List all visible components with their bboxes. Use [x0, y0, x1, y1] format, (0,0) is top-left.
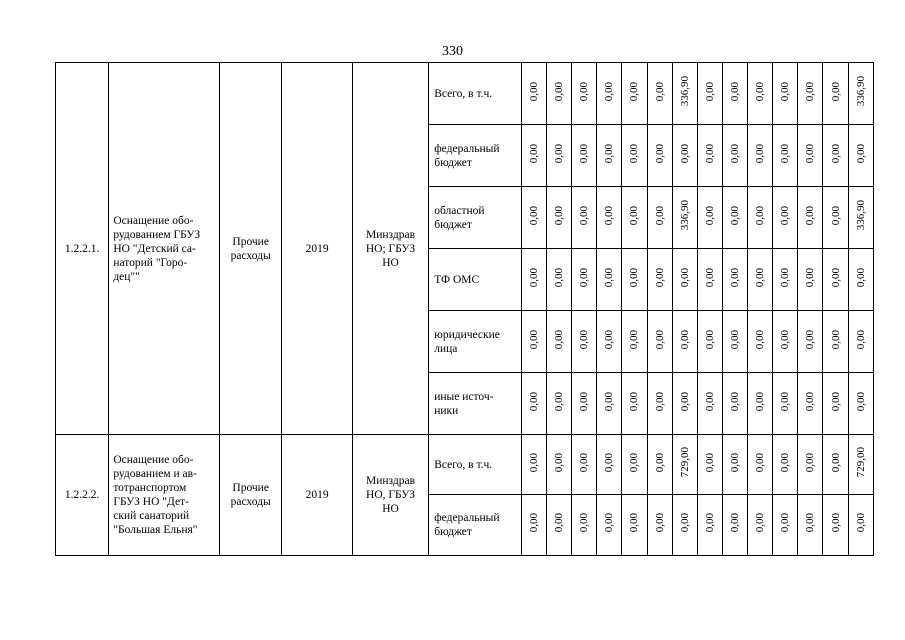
- funding-source: [429, 63, 522, 125]
- value-cell: [722, 373, 747, 435]
- value-cell: [748, 495, 773, 556]
- value-cell: [848, 249, 873, 311]
- value-cell: [722, 311, 747, 373]
- value-text: 0,00: [754, 143, 767, 164]
- funding-source-label: Всего, в т.ч.: [434, 87, 493, 100]
- expense-type-text: Прочие расходы: [230, 482, 271, 508]
- value-text: 0,00: [754, 329, 767, 350]
- value-cell: [572, 187, 597, 249]
- value-text: 0,00: [553, 143, 565, 164]
- value-cell: [697, 249, 722, 311]
- value-text: 0,00: [829, 143, 842, 164]
- value-cell: [546, 435, 571, 495]
- funding-source: [429, 373, 522, 435]
- value-text: 0,00: [703, 81, 716, 102]
- value-text: 0,00: [653, 205, 666, 226]
- value-text: 0,00: [779, 143, 792, 164]
- value-text: 0,00: [804, 143, 817, 164]
- value-text: 0,00: [527, 513, 540, 533]
- value-cell: [773, 311, 798, 373]
- value-text: 0,00: [603, 143, 616, 164]
- value-cell: [672, 373, 697, 435]
- value-text: 0,00: [527, 205, 540, 226]
- value-text: 0,00: [628, 329, 641, 350]
- value-cell: [773, 125, 798, 187]
- funding-source-label: иные источ- ники: [434, 390, 494, 417]
- value-text: 0,00: [754, 205, 767, 226]
- value-text: 0,00: [703, 205, 716, 226]
- value-text: 0,00: [779, 452, 792, 473]
- value-cell: [773, 495, 798, 556]
- value-text: 0,00: [779, 329, 792, 350]
- value-cell: [722, 125, 747, 187]
- value-cell: [798, 125, 823, 187]
- value-cell: [546, 373, 571, 435]
- value-text: 0,00: [628, 391, 641, 412]
- value-cell: [798, 63, 823, 125]
- value-text: 0,00: [804, 329, 817, 350]
- value-cell: [572, 249, 597, 311]
- value-text: 0,00: [628, 205, 641, 226]
- value-cell: [823, 373, 848, 435]
- measure-code: [56, 63, 109, 435]
- value-cell: [622, 125, 647, 187]
- value-cell: [748, 63, 773, 125]
- value-text: 0,00: [728, 513, 741, 533]
- value-cell: [546, 187, 571, 249]
- value-text: 0,00: [829, 205, 842, 226]
- value-text: 0,00: [678, 513, 691, 533]
- value-text: 0,00: [578, 267, 591, 288]
- value-cell: [798, 435, 823, 495]
- value-text: 0,00: [804, 205, 817, 226]
- value-cell: [622, 435, 647, 495]
- value-text: 0,00: [703, 513, 716, 533]
- value-text: 0,00: [804, 391, 817, 412]
- value-text: 0,00: [779, 391, 792, 412]
- value-cell: [722, 435, 747, 495]
- value-cell: [672, 125, 697, 187]
- value-cell: [722, 187, 747, 249]
- value-text: 0,00: [829, 391, 842, 412]
- value-text: 0,00: [527, 267, 540, 288]
- value-cell: [622, 249, 647, 311]
- value-text: 0,00: [653, 143, 666, 164]
- value-cell: [722, 63, 747, 125]
- value-cell: [521, 435, 546, 495]
- value-text: 0,00: [578, 329, 591, 350]
- value-cell: [823, 435, 848, 495]
- measure-executor-text: Минздрав НО; ГБУЗ НО: [365, 228, 416, 269]
- value-cell: [697, 435, 722, 495]
- value-cell: [521, 125, 546, 187]
- value-text: 0,00: [854, 329, 867, 350]
- value-cell: [521, 187, 546, 249]
- value-cell: [848, 311, 873, 373]
- value-text: 0,00: [754, 452, 767, 473]
- funding-source-label: областной бюджет: [434, 204, 485, 231]
- value-text: 0,00: [628, 81, 641, 102]
- value-text: 0,00: [804, 81, 817, 102]
- value-cell: [546, 495, 571, 556]
- value-text: 0,00: [553, 452, 565, 473]
- value-cell: [823, 495, 848, 556]
- value-text: 0,00: [553, 81, 565, 102]
- value-cell: [572, 311, 597, 373]
- measure-name-text: Оснащение обо- рудованием и ав- тотранспортом ГБУЗ НО "Дет- ский санаторий "Большая Ельня": [113, 454, 198, 536]
- value-cell: [597, 249, 622, 311]
- value-cell: [848, 63, 873, 125]
- value-cell: [572, 63, 597, 125]
- value-text: 0,00: [578, 452, 591, 473]
- value-cell: [622, 63, 647, 125]
- value-cell: [546, 311, 571, 373]
- value-cell: [748, 125, 773, 187]
- value-cell: [748, 187, 773, 249]
- measure-executor: [352, 63, 428, 435]
- value-text: 0,00: [804, 513, 817, 533]
- value-cell: [597, 187, 622, 249]
- value-text: 0,00: [779, 267, 792, 288]
- value-text: 0,00: [578, 143, 591, 164]
- value-text: 0,00: [578, 391, 591, 412]
- value-text: 0,00: [653, 267, 666, 288]
- measure-name: [109, 63, 220, 435]
- value-text: 0,00: [854, 513, 867, 533]
- value-text: 0,00: [578, 205, 591, 226]
- measure-code: [56, 435, 109, 556]
- value-cell: [773, 435, 798, 495]
- value-text: 0,00: [779, 513, 792, 533]
- value-text: 0,00: [728, 205, 741, 226]
- funding-source: [429, 435, 522, 495]
- value-cell: [697, 373, 722, 435]
- value-text: 0,00: [603, 267, 616, 288]
- value-text: 0,00: [653, 513, 666, 533]
- value-cell: [597, 63, 622, 125]
- value-text: 0,00: [754, 267, 767, 288]
- value-text: 0,00: [578, 513, 591, 533]
- value-text: 0,00: [603, 205, 616, 226]
- funding-source-label: Всего, в т.ч.: [434, 458, 493, 471]
- value-cell: [798, 311, 823, 373]
- value-text: 0,00: [754, 81, 767, 102]
- value-cell: [773, 187, 798, 249]
- value-cell: [672, 187, 697, 249]
- measure-name-text: Оснащение обо- рудованием ГБУЗ НО "Детский са- наторий "Горо- дец"": [113, 214, 201, 283]
- value-text: 0,00: [854, 267, 867, 288]
- value-text: 336,90: [854, 76, 867, 107]
- value-cell: [647, 373, 672, 435]
- value-text: 0,00: [653, 452, 666, 473]
- value-text: 0,00: [728, 452, 741, 473]
- value-cell: [546, 125, 571, 187]
- value-text: 0,00: [829, 267, 842, 288]
- value-cell: [622, 373, 647, 435]
- value-cell: [597, 373, 622, 435]
- value-text: 0,00: [628, 452, 641, 473]
- value-cell: [622, 311, 647, 373]
- value-text: 0,00: [779, 81, 792, 102]
- value-text: 0,00: [553, 513, 565, 533]
- value-text: 0,00: [628, 513, 641, 533]
- value-cell: [697, 125, 722, 187]
- value-text: 0,00: [527, 81, 540, 102]
- measure-year-text: 2019: [305, 489, 329, 501]
- value-text: 0,00: [754, 391, 767, 412]
- value-text: 0,00: [603, 391, 616, 412]
- value-cell: [521, 249, 546, 311]
- value-cell: [848, 125, 873, 187]
- value-cell: [823, 187, 848, 249]
- value-cell: [622, 187, 647, 249]
- value-text: 0,00: [703, 329, 716, 350]
- expense-type: [219, 435, 281, 556]
- value-text: 0,00: [728, 391, 741, 412]
- value-text: 0,00: [653, 391, 666, 412]
- funding-source-label: юридические лица: [434, 328, 500, 355]
- value-text: 0,00: [603, 81, 616, 102]
- value-cell: [647, 495, 672, 556]
- value-text: 0,00: [779, 205, 792, 226]
- value-text: 0,00: [728, 81, 741, 102]
- value-cell: [647, 311, 672, 373]
- value-text: 0,00: [653, 329, 666, 350]
- value-text: 0,00: [553, 329, 565, 350]
- value-cell: [773, 373, 798, 435]
- value-text: 0,00: [678, 329, 691, 350]
- measure-name: [109, 435, 220, 556]
- value-cell: [798, 249, 823, 311]
- measure-executor-text: Минздрав НО, ГБУЗ НО: [366, 475, 416, 515]
- value-cell: [848, 435, 873, 495]
- value-text: 0,00: [854, 143, 867, 164]
- value-text: 336,90: [854, 200, 867, 231]
- value-text: 0,00: [527, 329, 540, 350]
- value-cell: [773, 63, 798, 125]
- value-cell: [672, 311, 697, 373]
- value-cell: [597, 125, 622, 187]
- value-text: 0,00: [553, 205, 565, 226]
- value-cell: [572, 125, 597, 187]
- value-cell: [521, 495, 546, 556]
- value-cell: [672, 435, 697, 495]
- value-cell: [823, 249, 848, 311]
- measure-year: [282, 435, 352, 556]
- value-text: 0,00: [603, 513, 616, 533]
- value-cell: [798, 495, 823, 556]
- value-cell: [748, 435, 773, 495]
- value-text: 729,00: [854, 447, 867, 478]
- value-cell: [597, 495, 622, 556]
- funding-source: [429, 187, 522, 249]
- value-text: 0,00: [804, 267, 817, 288]
- measure-year: [282, 63, 352, 435]
- value-text: 0,00: [829, 452, 842, 473]
- value-text: 0,00: [829, 81, 842, 102]
- value-text: 0,00: [578, 81, 591, 102]
- value-text: 0,00: [553, 267, 565, 288]
- value-cell: [823, 125, 848, 187]
- value-text: 0,00: [603, 329, 616, 350]
- value-cell: [622, 495, 647, 556]
- value-cell: [823, 311, 848, 373]
- value-text: 0,00: [553, 391, 565, 412]
- value-cell: [823, 63, 848, 125]
- value-text: 336,90: [678, 76, 691, 107]
- value-text: 336,90: [678, 200, 691, 231]
- value-cell: [521, 63, 546, 125]
- value-text: 0,00: [829, 513, 842, 533]
- value-cell: [572, 373, 597, 435]
- value-cell: [647, 63, 672, 125]
- value-cell: [647, 125, 672, 187]
- value-cell: [697, 187, 722, 249]
- value-text: 0,00: [728, 143, 741, 164]
- page-number: 330: [442, 44, 463, 59]
- value-text: 0,00: [703, 267, 716, 288]
- value-cell: [697, 311, 722, 373]
- value-cell: [672, 63, 697, 125]
- value-text: 0,00: [628, 143, 641, 164]
- value-cell: [521, 373, 546, 435]
- value-text: 0,00: [628, 267, 641, 288]
- value-text: 0,00: [703, 452, 716, 473]
- value-cell: [521, 311, 546, 373]
- measure-code-text: 1.2.2.2.: [64, 489, 100, 501]
- value-cell: [748, 311, 773, 373]
- value-text: 0,00: [754, 513, 767, 533]
- funding-source: [429, 125, 522, 187]
- value-text: 729,00: [678, 447, 691, 478]
- value-text: 0,00: [804, 452, 817, 473]
- value-cell: [848, 187, 873, 249]
- value-cell: [697, 63, 722, 125]
- funding-source-label: ТФ ОМС: [434, 273, 480, 286]
- value-cell: [647, 187, 672, 249]
- value-cell: [672, 495, 697, 556]
- value-text: 0,00: [703, 391, 716, 412]
- value-cell: [546, 63, 571, 125]
- funding-source-label: федеральный бюджет: [434, 142, 500, 169]
- value-cell: [597, 435, 622, 495]
- measure-code-text: 1.2.2.1.: [64, 242, 100, 255]
- value-cell: [722, 249, 747, 311]
- expense-type-text: Прочие расходы: [230, 235, 271, 262]
- funding-source: [429, 311, 522, 373]
- value-text: 0,00: [703, 143, 716, 164]
- value-cell: [572, 495, 597, 556]
- expense-type: [219, 63, 281, 435]
- value-text: 0,00: [653, 81, 666, 102]
- value-text: 0,00: [527, 143, 540, 164]
- value-cell: [798, 187, 823, 249]
- funding-source: [429, 495, 522, 556]
- value-cell: [572, 435, 597, 495]
- value-cell: [647, 435, 672, 495]
- value-cell: [748, 249, 773, 311]
- value-text: 0,00: [829, 329, 842, 350]
- value-cell: [697, 495, 722, 556]
- table-row: [56, 63, 874, 125]
- value-text: 0,00: [603, 452, 616, 473]
- value-cell: [597, 311, 622, 373]
- funding-source-label: федеральный бюджет: [434, 512, 500, 538]
- value-cell: [748, 373, 773, 435]
- funding-source: [429, 249, 522, 311]
- value-text: 0,00: [728, 329, 741, 350]
- value-text: 0,00: [854, 391, 867, 412]
- value-text: 0,00: [678, 267, 691, 288]
- value-text: 0,00: [527, 452, 540, 473]
- measure-executor: [352, 435, 428, 556]
- value-text: 0,00: [678, 143, 691, 164]
- value-cell: [798, 373, 823, 435]
- value-cell: [722, 495, 747, 556]
- value-cell: [848, 373, 873, 435]
- value-text: 0,00: [678, 391, 691, 412]
- value-text: 0,00: [728, 267, 741, 288]
- value-cell: [546, 249, 571, 311]
- value-cell: [773, 249, 798, 311]
- value-cell: [647, 249, 672, 311]
- table-row: [56, 435, 874, 495]
- measure-year-text: 2019: [305, 242, 329, 255]
- budget-table: [55, 62, 874, 556]
- value-cell: [848, 495, 873, 556]
- value-cell: [672, 249, 697, 311]
- value-text: 0,00: [527, 391, 540, 412]
